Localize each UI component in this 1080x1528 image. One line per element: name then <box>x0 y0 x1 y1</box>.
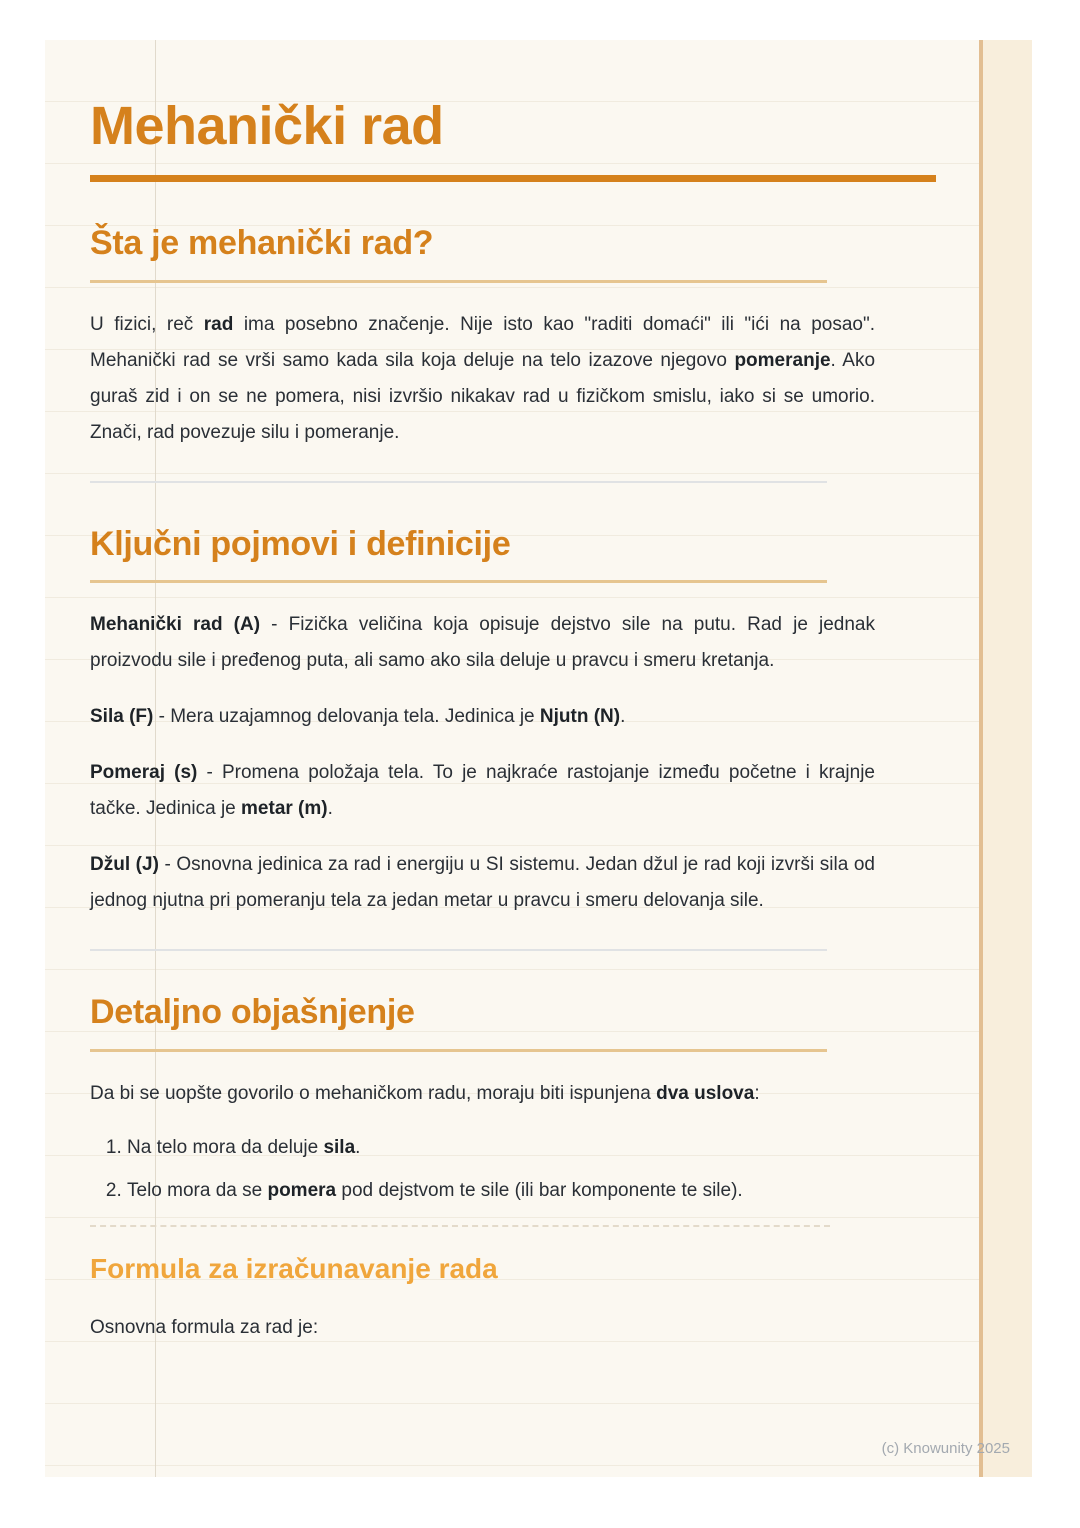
definition-force: Sila (F) - Mera uzajamnog delovanja tela. Jedinica je Njutn (N). <box>90 706 626 728</box>
section-key-terms <box>90 523 875 920</box>
paragraph: Osnovna formula za rad je: <box>90 1316 319 1338</box>
document-card <box>45 40 1032 1477</box>
section-heading: Detaljno objašnjenje <box>90 993 415 1032</box>
subsection-heading: Formula za izračunavanje rada <box>90 1252 498 1284</box>
heading-underline <box>90 280 827 283</box>
heading-underline <box>90 580 827 583</box>
section-divider <box>90 481 827 483</box>
title-underline <box>90 175 936 182</box>
definition-joule: Džul (J) - Osnovna jedinica za rad i energiju u SI sistemu. Jedan džul je rad koji izvrši sila od jednog njutna pri pomeranju tela za jedan metar u pravcu i smeru delovanja sile. <box>90 854 875 912</box>
heading-underline <box>90 1049 827 1052</box>
section-heading: Šta je mehanički rad? <box>90 224 434 263</box>
section-divider <box>90 949 827 951</box>
paragraph: Da bi se uopšte govorilo o mehaničkom radu, moraju biti ispunjena dva uslova: <box>90 1082 760 1104</box>
section-what-is-mechanical-work <box>90 222 875 451</box>
document-content <box>45 40 1032 1346</box>
definition-displacement: Pomeraj (s) - Promena položaja tela. To je najkraće rastojanje između početne i krajnje tačke. Jedinica je metar (m). <box>90 762 875 820</box>
footer-credit: (c) Knowunity 2025 <box>881 1440 1010 1457</box>
paragraph: U fizici, reč rad ima posebno značenje. Nije isto kao "raditi domaći" ili "ići na posao". Mehanički rad se vrši samo kada sila koja deluje na telo izazove njegovo pomeranje. Ako guraš zid i on se ne pomera, nisi izvršio nikakav rad u fizičkom smislu, iako si se umorio. Znači, rad povezuje silu i pomeranje. <box>90 313 876 443</box>
section-heading: Ključni pojmovi i definicije <box>90 524 511 563</box>
dashed-separator <box>90 1225 830 1227</box>
list-item: 2. Telo mora da se pomera pod dejstvom te sile (ili bar komponente te sile). <box>127 1173 875 1209</box>
page-title: Mehanički rad <box>90 96 444 156</box>
list-item: 1. Na telo mora da deluje sila. <box>127 1130 875 1166</box>
conditions-list <box>90 1130 875 1209</box>
section-detailed-explanation <box>90 991 875 1346</box>
definition-mechanical-work: Mehanički rad (A) - Fizička veličina koja opisuje dejstvo sile na putu. Rad je jednak proizvodu sile i pređenog puta, ali samo ako sila deluje u pravcu i smeru kretanja. <box>90 614 876 672</box>
